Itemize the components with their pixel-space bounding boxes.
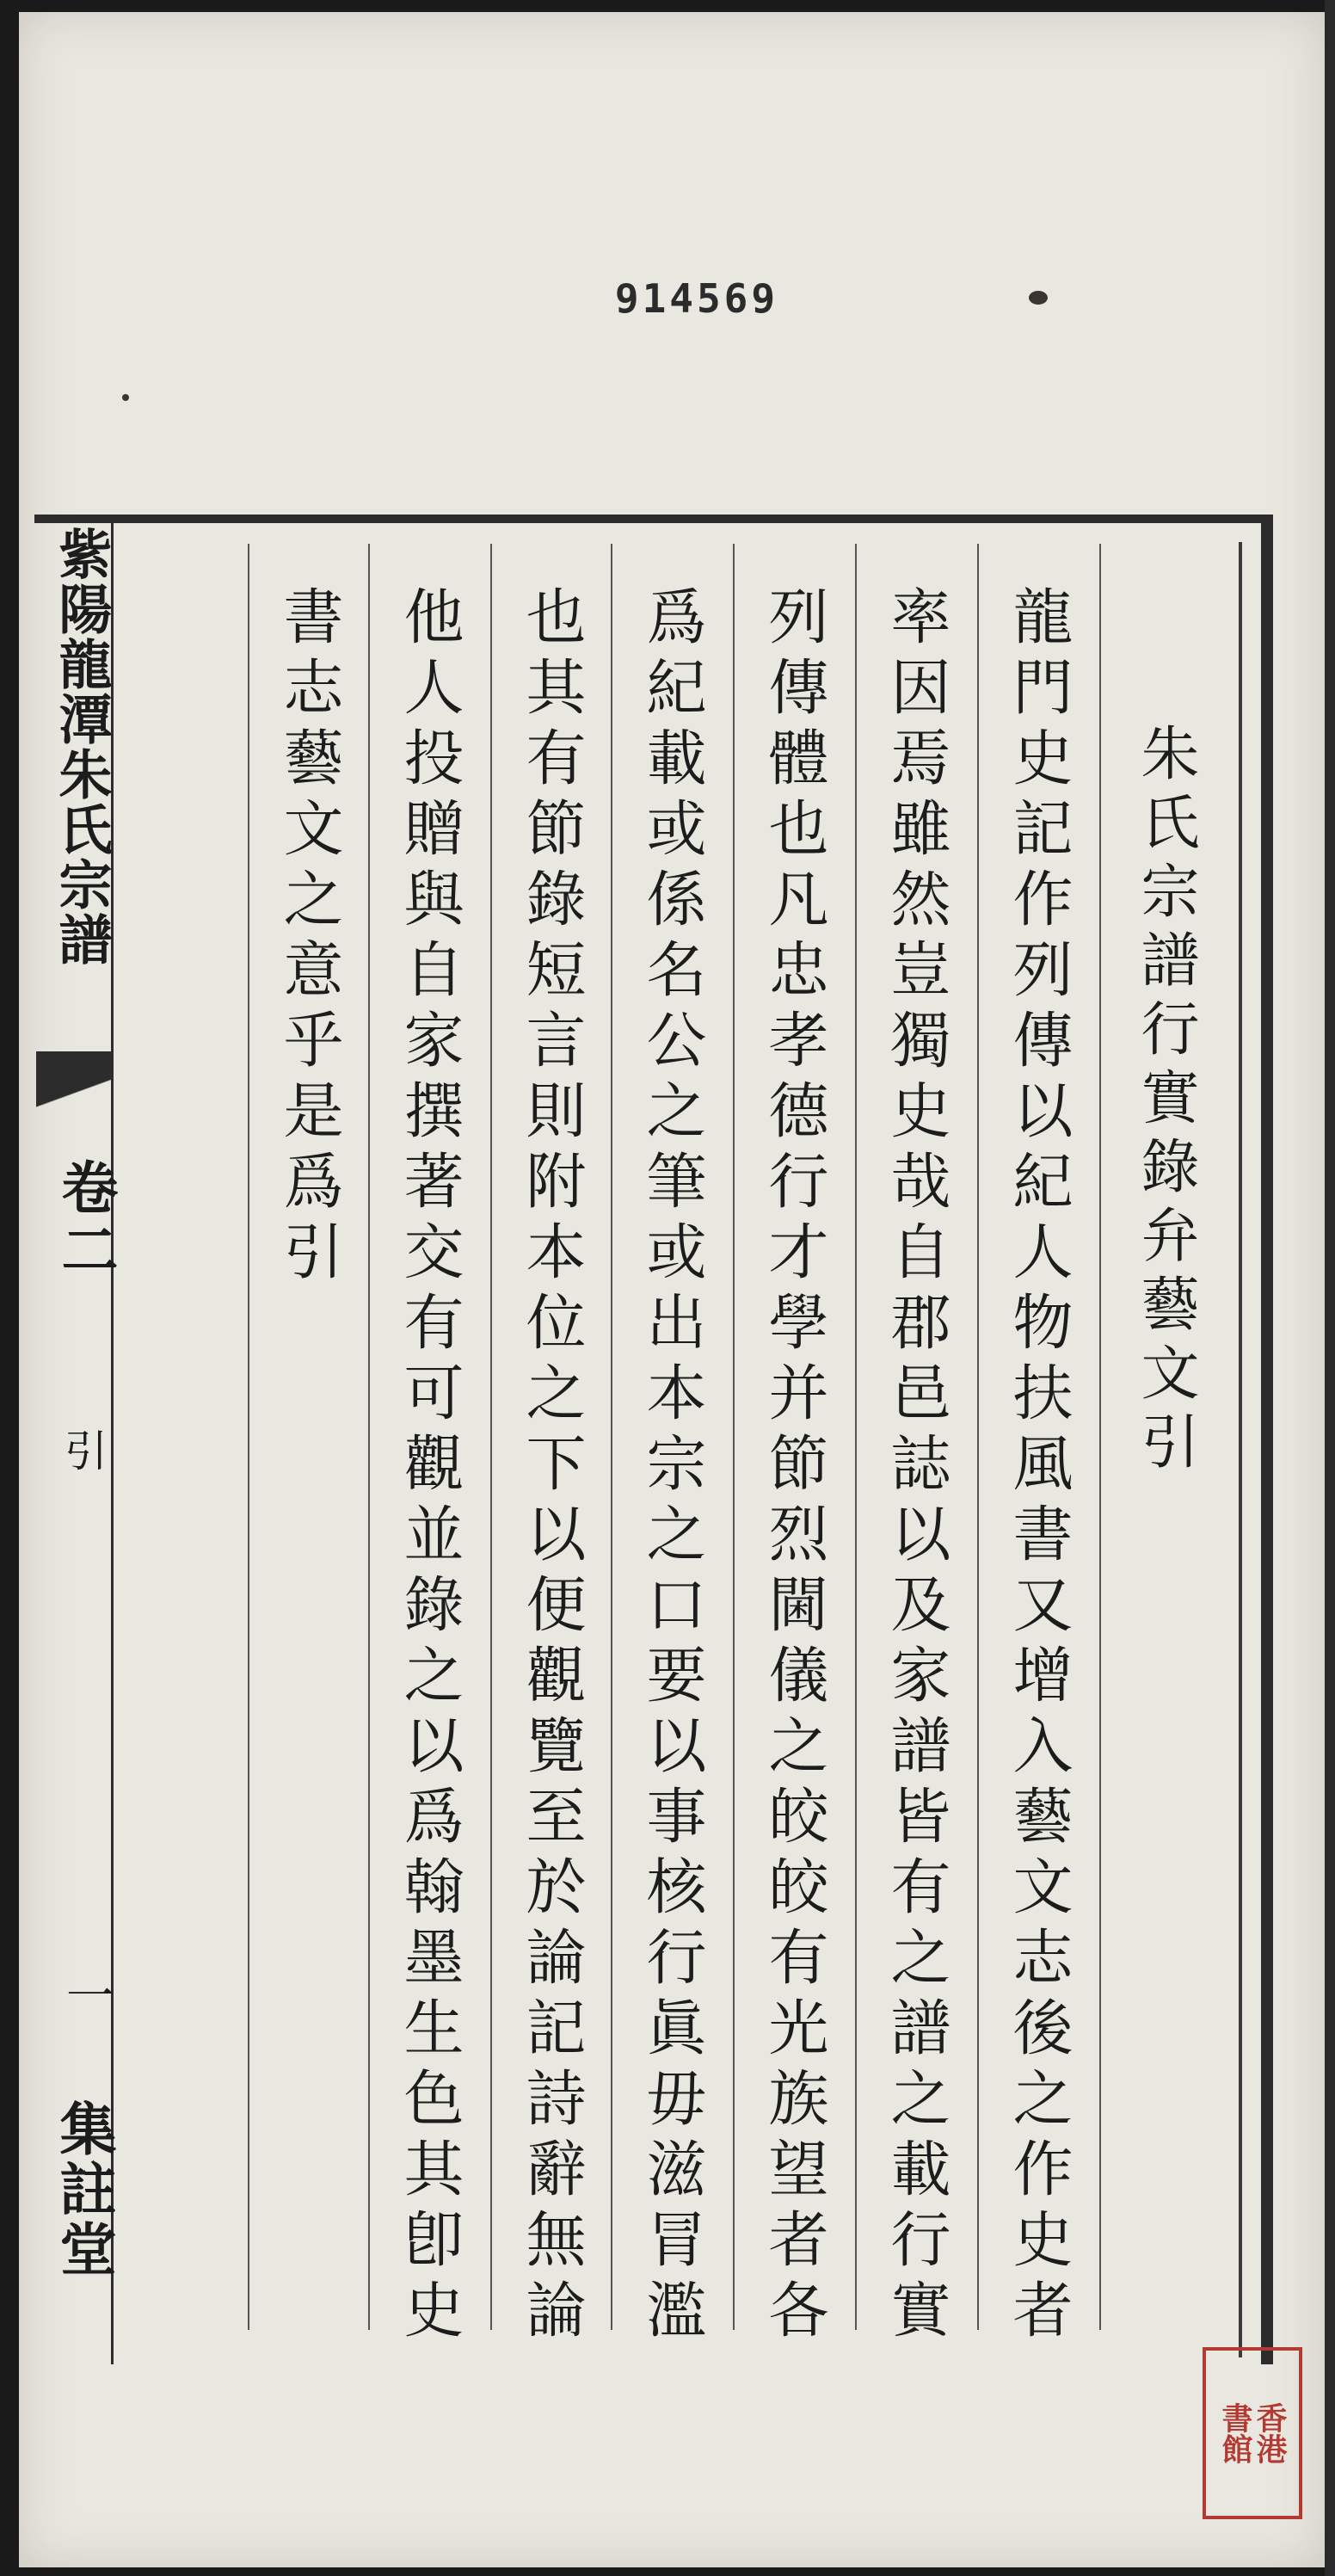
- seal-text-right: 香港: [1252, 2402, 1288, 2464]
- ink-speck: [1029, 291, 1048, 305]
- text-column-6: 他人投贈與自家撰著交有可觀並錄之以爲翰墨生色其卽史: [394, 585, 464, 2349]
- text-column-3: 列傳體也凡忠孝德行才學并節烈閫儀之皎皎有光族望者各: [759, 585, 829, 2349]
- column-rule: [733, 544, 735, 2330]
- book-edge: [1325, 0, 1335, 2576]
- frame-inner-rule: [1239, 542, 1242, 2357]
- column-rule: [490, 544, 492, 2330]
- document-title: 朱氏宗譜行實錄弁藝文引: [1131, 723, 1199, 1480]
- book-title: 紫陽龍潭朱氏宗譜: [50, 527, 113, 967]
- section-label: 引: [58, 1428, 108, 1471]
- seal-text-left: 書館: [1217, 2402, 1253, 2464]
- column-rule: [977, 544, 979, 2330]
- fishtail-mark: [36, 1051, 112, 1146]
- page-number: 一: [58, 1970, 114, 2018]
- volume-label: 卷二: [52, 1158, 119, 1282]
- text-column-2: 率因焉雖然豈獨史哉自郡邑誌以及家譜皆有之譜之載行實: [881, 585, 951, 2349]
- catalog-number: 914569: [614, 275, 779, 322]
- text-column-4: 爲紀載或係名公之筆或出本宗之口要以事核行眞毋滋冐濫: [637, 585, 707, 2349]
- library-seal: [1203, 2347, 1302, 2519]
- column-rule: [368, 544, 370, 2330]
- column-rule: [248, 544, 249, 2330]
- text-column-7: 書志藝文之意乎是爲引: [274, 585, 344, 1291]
- text-column-5: 也其有節錄短言則附本位之下以便觀覽至於論記詩辭無論: [516, 585, 587, 2349]
- column-rule: [1099, 544, 1101, 2330]
- text-column-1: 龍門史記作列傳以紀人物扶風書又增入藝文志後之作史者: [1003, 585, 1074, 2349]
- ink-speck: [122, 394, 129, 401]
- column-rule: [611, 544, 612, 2330]
- hall-name: 集註堂: [50, 2099, 117, 2280]
- column-rule: [855, 544, 857, 2330]
